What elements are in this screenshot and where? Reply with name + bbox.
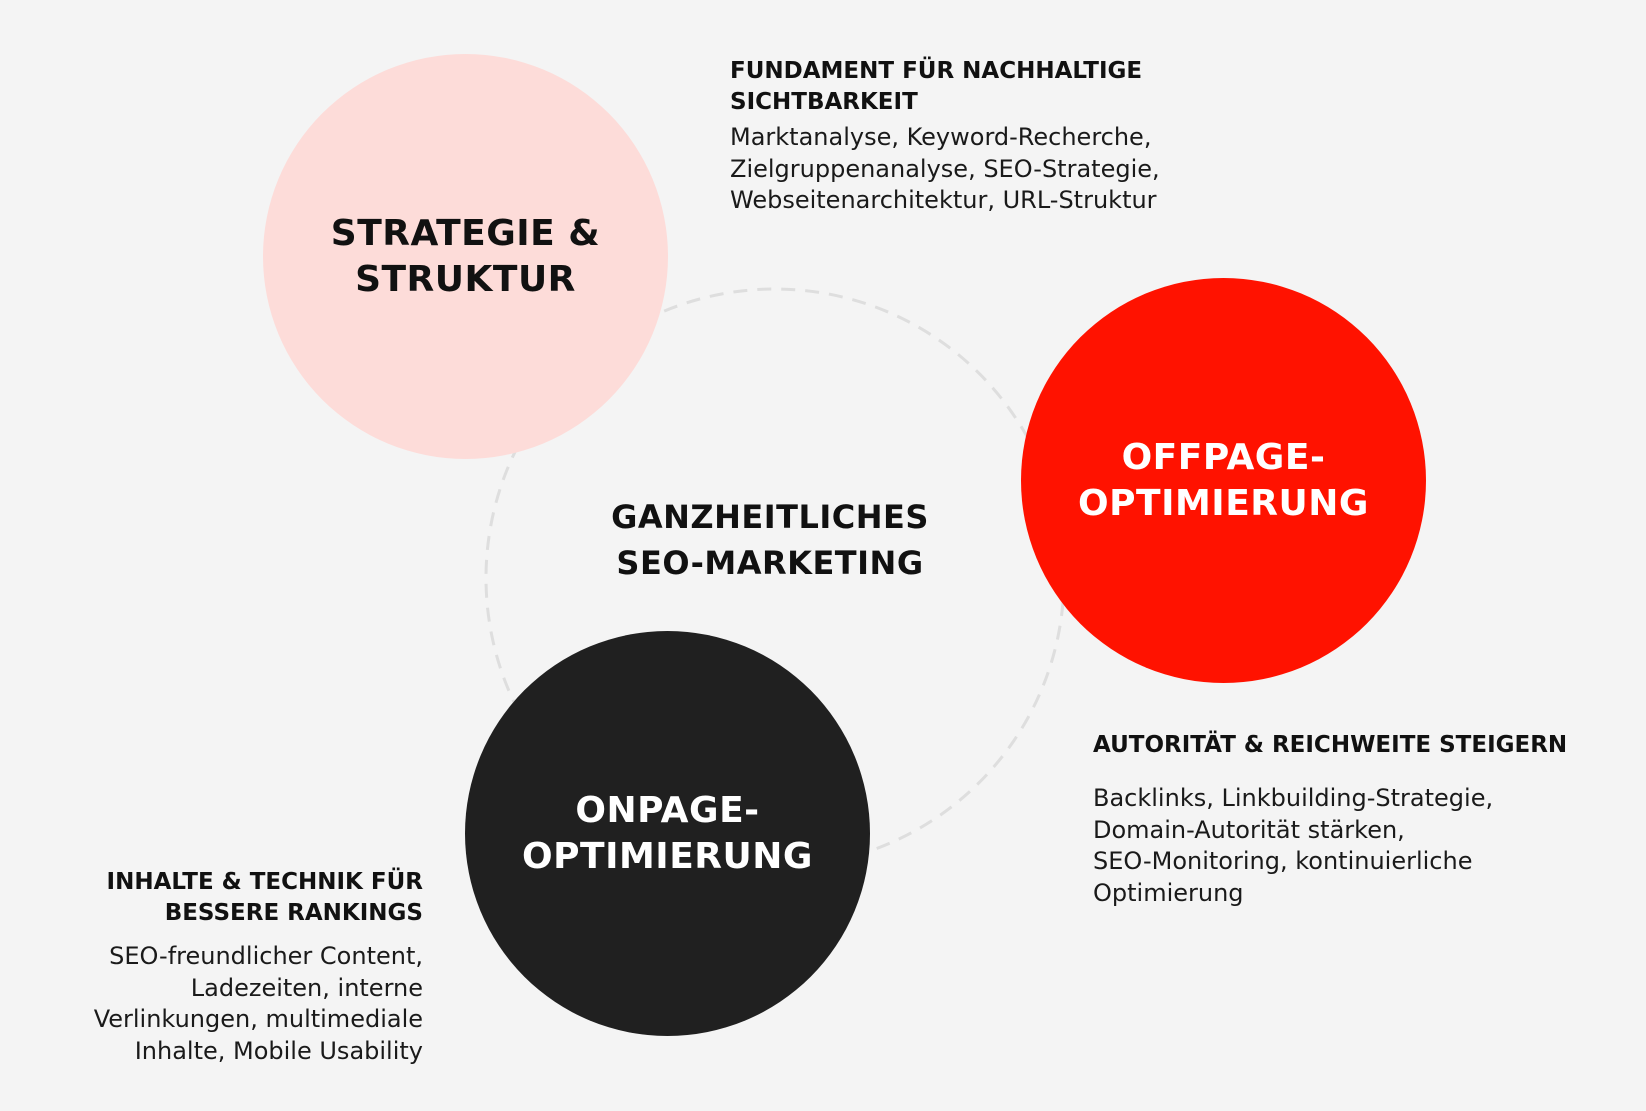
circle-offpage-label: OFFPAGE- OPTIMIERUNG (1078, 436, 1369, 524)
info-block-onpage (40, 867, 423, 1067)
info-block-strategie (730, 56, 1250, 217)
info-heading-onpage: INHALTE & TECHNIK FÜR BESSERE RANKINGS (106, 869, 423, 926)
circle-strategie-struktur (263, 54, 668, 459)
info-block-offpage (1093, 730, 1633, 909)
circle-onpage-optimierung (465, 631, 870, 1036)
info-text-strategie: Marktanalyse, Keyword-Recherche, Zielgruppenanalyse, SEO-Strategie, Webseitenarchitektur, URL-Struktur (730, 123, 1160, 214)
circle-strategie-label: STRATEGIE & STRUKTUR (330, 212, 601, 300)
info-heading-offpage: AUTORITÄT & REICHWEITE STEIGERN (1093, 732, 1568, 758)
center-title: GANZHEITLICHES SEO-MARKETING (611, 498, 929, 582)
info-text-onpage: SEO-freundlicher Content, Ladezeiten, interne Verlinkungen, multimediale Inhalte, Mobile Usability (93, 942, 423, 1065)
info-text-offpage: Backlinks, Linkbuilding-Strategie, Domain-Autorität stärken, SEO-Monitoring, kontinuierliche Optimierung (1093, 784, 1494, 907)
info-heading-strategie: FUNDAMENT FÜR NACHHALTIGE SICHTBARKEIT (730, 58, 1143, 115)
circle-onpage-label: ONPAGE- OPTIMIERUNG (522, 789, 813, 877)
circle-offpage-optimierung (1021, 278, 1426, 683)
